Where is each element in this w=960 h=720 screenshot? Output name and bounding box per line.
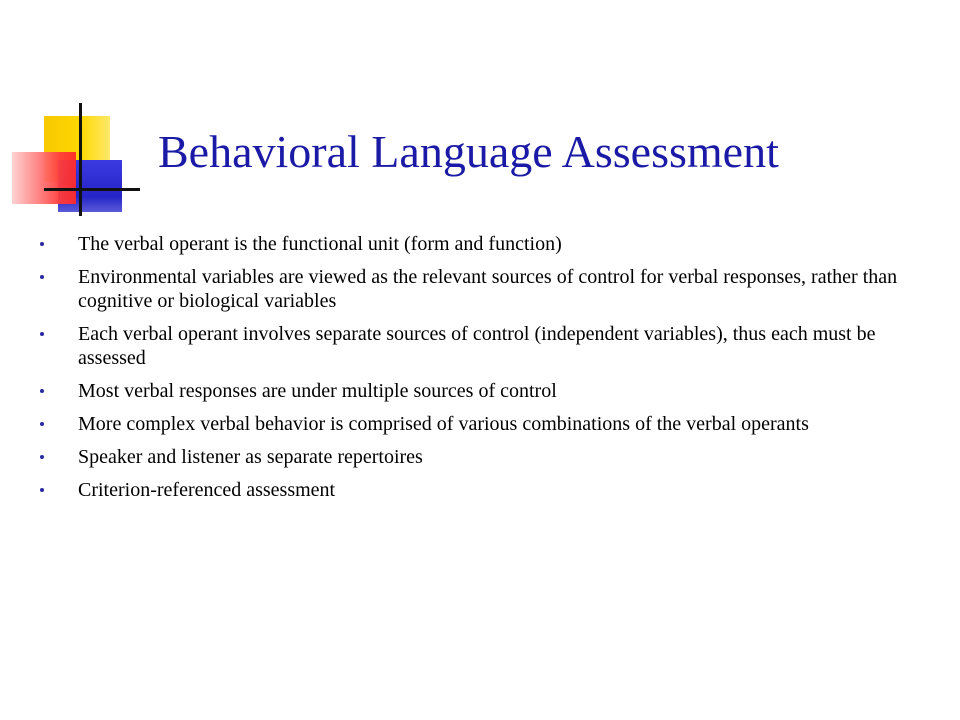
bullet-item — [40, 379, 920, 403]
bullet-text: More complex verbal behavior is comprised of various combinations of the verbal operants — [78, 413, 809, 435]
bullet-text: Most verbal responses are under multiple sources of control — [78, 380, 557, 402]
bullet-dot-icon — [40, 422, 44, 426]
bullet-dot-icon — [40, 275, 44, 279]
bullet-list — [40, 232, 920, 511]
bullet-item — [40, 445, 920, 469]
bullet-item — [40, 412, 920, 436]
bullet-item — [40, 232, 920, 256]
vertical-line — [79, 103, 82, 216]
bullet-text: Environmental variables are viewed as the relevant sources of control for verbal responses, rather than cognitive or biological variables — [78, 266, 898, 312]
horizontal-line — [44, 188, 140, 191]
bullet-text: Criterion-referenced assessment — [78, 479, 336, 501]
bullet-text: Each verbal operant involves separate sources of control (independent variables), thus each must be assessed — [78, 323, 876, 369]
decorative-squares-logo — [0, 0, 140, 230]
bullet-dot-icon — [40, 488, 44, 492]
bullet-dot-icon — [40, 389, 44, 393]
bullet-text: The verbal operant is the functional unit (form and function) — [78, 233, 562, 255]
red-square — [12, 152, 76, 204]
bullet-dot-icon — [40, 242, 44, 246]
bullet-text: Speaker and listener as separate repertoires — [78, 446, 423, 468]
bullet-item — [40, 322, 920, 370]
slide-title: Behavioral Language Assessment — [158, 126, 779, 177]
bullet-item — [40, 478, 920, 502]
bullet-dot-icon — [40, 455, 44, 459]
bullet-item — [40, 265, 920, 313]
bullet-dot-icon — [40, 332, 44, 336]
